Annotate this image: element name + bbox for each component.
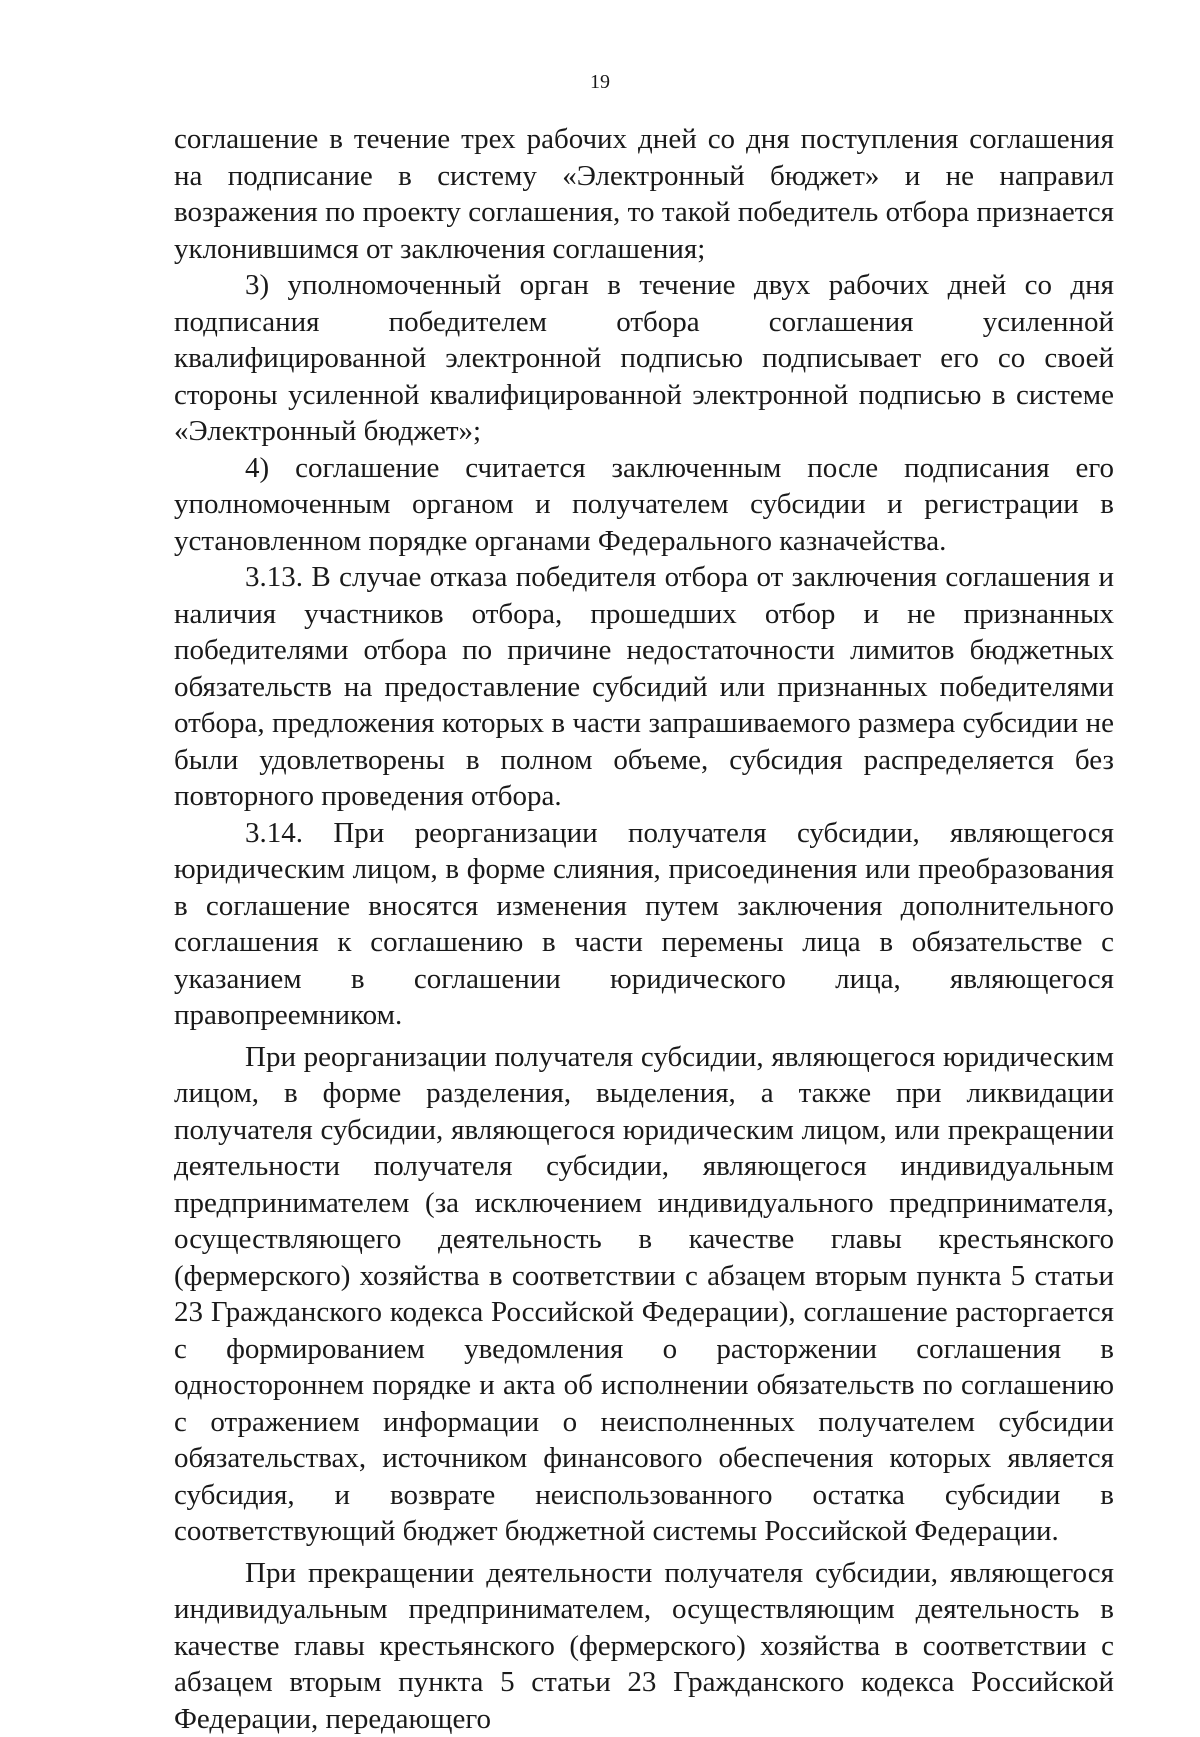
paragraph-termination-farm: При прекращении деятельности получателя субсидии, являющегося индивидуальным предпринимателем, осуществляющим деятельность в качестве главы крестьянского (фермерского) хозяйства в соответствии с абзацем вторым пункта 5 статьи 23 Гражданского кодекса Российской Федерации, передающего [174,1555,1114,1737]
paragraph-item-3: 3) уполномоченный орган в течение двух рабочих дней со дня подписания победителем отбора соглашения усиленной квалифицированной электронной подписью подписывает его со своей стороны усиленной квалифицированной электронной подписью в системе «Электронный бюджет»; [174,267,1114,450]
document-body [174,121,1114,1737]
page-number: 19 [0,70,1200,94]
paragraph-reorganization-division: При реорганизации получателя субсидии, являющегося юридическим лицом, в форме разделения, выделения, а также при ликвидации получателя субсидии, являющегося юридическим лицом, или прекращении деятельности получателя субсидии, являющегося индивидуальным предпринимателем (за исключением индивидуального предпринимателя, осуществляющего деятельность в качестве главы крестьянского (фермерского) хозяйства в соответствии с абзацем вторым пункта 5 статьи 23 Гражданского кодекса Российской Федерации), соглашение расторгается с формированием уведомления о расторжении соглашения в одностороннем порядке и акта об исполнении обязательств по соглашению с отражением информации о неисполненных получателем субсидии обязательствах, источником финансового обеспечения которых является субсидия, и возврате неиспользованного остатка субсидии в соответствующий бюджет бюджетной системы Российской Федерации. [174,1039,1114,1550]
paragraph-continuation: соглашение в течение трех рабочих дней со дня поступления соглашения на подписание в систему «Электронный бюджет» и не направил возражения по проекту соглашения, то такой победитель отбора признается уклонившимся от заключения соглашения; [174,121,1114,267]
paragraph-3-14: 3.14. При реорганизации получателя субсидии, являющегося юридическим лицом, в форме слияния, присоединения или преобразования в соглашение вносятся изменения путем заключения дополнительного соглашения к соглашению в части перемены лица в обязательстве с указанием в соглашении юридического лица, являющегося правопреемником. [174,815,1114,1034]
paragraph-3-13: 3.13. В случае отказа победителя отбора от заключения соглашения и наличия участников отбора, прошедших отбор и не признанных победителями отбора по причине недостаточности лимитов бюджетных обязательств на предоставление субсидий или признанных победителями отбора, предложения которых в части запрашиваемого размера субсидии не были удовлетворены в полном объеме, субсидия распределяется без повторного проведения отбора. [174,559,1114,815]
paragraph-item-4: 4) соглашение считается заключенным после подписания его уполномоченным органом и получателем субсидии и регистрации в установленном порядке органами Федерального казначейства. [174,450,1114,560]
